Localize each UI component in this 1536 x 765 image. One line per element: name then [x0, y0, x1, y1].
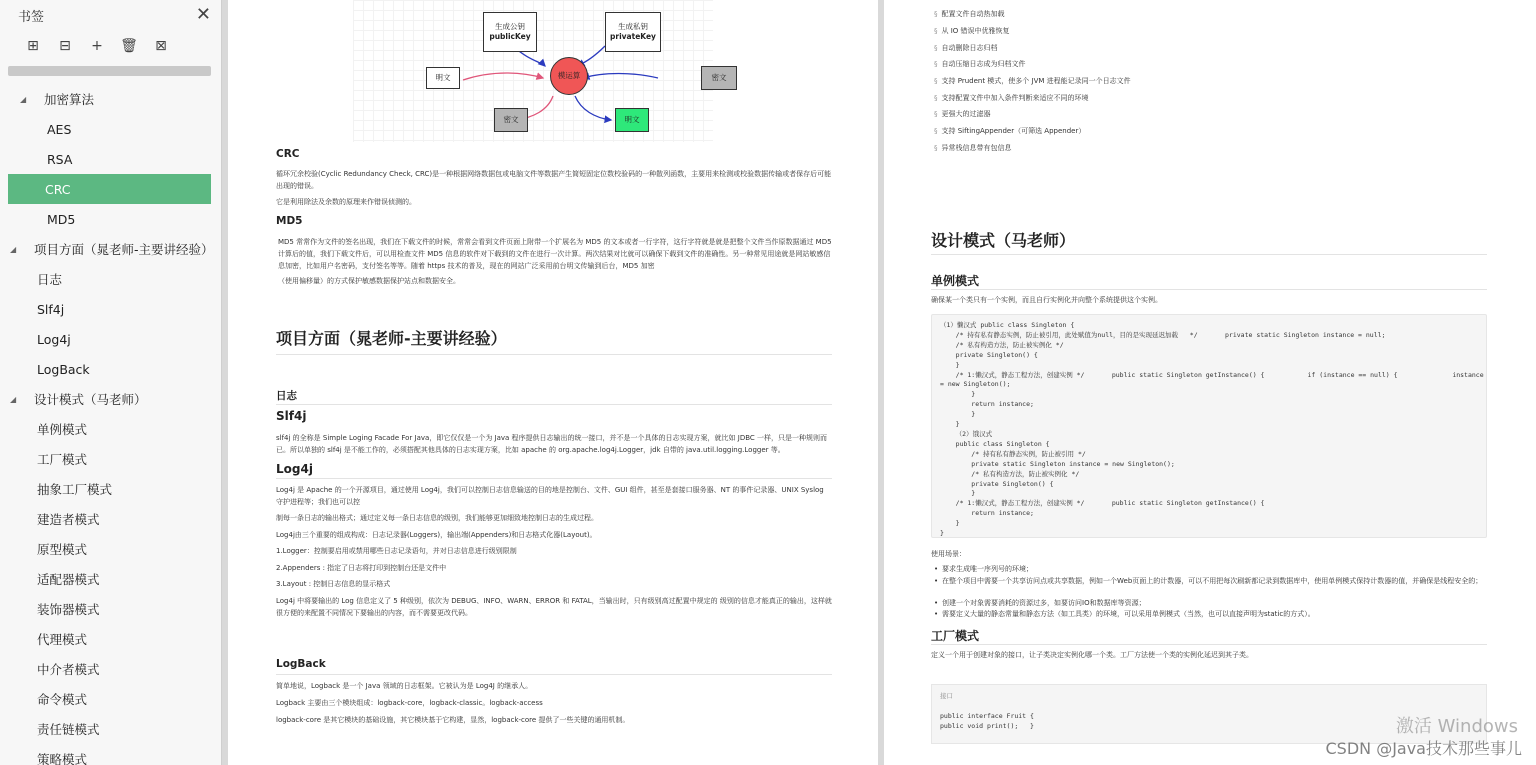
feature-item: [934, 143, 1012, 153]
singleton-code-block: [931, 314, 1487, 538]
code-line: public class Singleton {: [940, 439, 1050, 448]
bookmark-label: 项目方面（晁老师-主要讲经验）: [34, 242, 214, 257]
code-line: }: [940, 410, 976, 419]
bookmark-label: 加密算法: [44, 92, 95, 107]
checkbox-icon: §: [934, 127, 938, 135]
checkbox-icon: §: [934, 44, 938, 52]
code-line: }: [940, 489, 976, 498]
feature-item: [934, 126, 1085, 136]
bookmark-item[interactable]: [0, 144, 221, 174]
collapse-all-icon[interactable]: ⊟: [59, 38, 71, 54]
bookmark-label: 建造者模式: [37, 512, 100, 527]
code-line: private static Singleton instance = new Singleton();: [940, 459, 1175, 468]
checkbox-icon: §: [934, 110, 938, 118]
code-line: }: [940, 360, 960, 369]
heading-divider: [276, 674, 832, 675]
log4j-paragraph-3: Log4j由三个重要的组成构成：日志记录器(Loggers)，输出端(Appenders)和日志格式化器(Layout)。: [276, 531, 597, 539]
logback-heading: LogBack: [276, 658, 326, 670]
bookmark-item[interactable]: [0, 474, 221, 504]
expand-triangle-icon[interactable]: ◢: [20, 94, 27, 104]
plain-bottom-node: [615, 108, 649, 132]
code-line: return instance;: [940, 400, 1034, 409]
bookmark-label: MD5: [47, 211, 76, 227]
bookmark-item[interactable]: [0, 684, 221, 714]
add-bookmark-icon[interactable]: +: [91, 38, 103, 54]
privkey-node: [605, 12, 661, 52]
bookmark-label: 装饰器模式: [37, 602, 100, 617]
feature-text: 从 IO 错误中优雅恢复: [941, 27, 1010, 35]
bookmark-item[interactable]: [0, 354, 221, 384]
bookmark-label: 设计模式（马老师）: [34, 392, 147, 407]
code-line: }: [940, 529, 944, 538]
plain-left-label: 明文: [435, 73, 451, 83]
feature-text: 支持 SiftingAppender（可筛选 Appender）: [941, 127, 1086, 135]
feature-text: 自动压缩日志成为归档文件: [941, 60, 1026, 68]
code-line: （1）懒汉式 public class Singleton {: [940, 321, 1075, 329]
bookmark-label: LogBack: [37, 361, 90, 377]
bookmark-label: 中介者模式: [37, 662, 100, 677]
logback-paragraph-3: logback-core 是其它模块的基础设施，其它模块基于它构建，显然，logback-core 提供了一些关键的通用机制。: [276, 716, 630, 724]
expand-triangle-icon[interactable]: ◢: [10, 244, 17, 254]
privkey-label: 生成私钥: [617, 22, 648, 32]
code-line: private Singleton() {: [940, 479, 1054, 488]
pubkey-node: [483, 12, 537, 52]
bookmark-label: 代理模式: [37, 632, 88, 647]
factory-heading: 工厂模式: [931, 629, 980, 643]
logback-paragraph-2: Logback 主要由三个模块组成：logback-core，logback-classic。logback-access: [276, 699, 543, 707]
design-pattern-heading: 设计模式（马老师）: [931, 231, 1076, 250]
feature-text: 自动删除日志归档: [941, 44, 998, 52]
heading-divider: [276, 404, 832, 405]
feature-item: [934, 59, 1026, 69]
bookmark-item[interactable]: [0, 564, 221, 594]
bookmark-item[interactable]: [0, 534, 221, 564]
crc-heading: CRC: [276, 148, 300, 160]
cipher-right-node: [701, 66, 737, 90]
usage-item: • 在整个项目中需要一个共享访问点或共享数据，例如一个Web页面上的计数器，可以不用把每次刷新都记录到数据库中，使用单例模式保持计数器的值，并确保是线程安全的；: [942, 576, 1487, 587]
bookmark-item[interactable]: [0, 264, 221, 294]
bookmark-filter-bar[interactable]: [8, 66, 211, 76]
singleton-paragraph: 确保某一个类只有一个实例，而且自行实例化并向整个系统提供这个实例。: [931, 296, 1162, 304]
plain-bottom-label: 明文: [624, 115, 640, 125]
plain-out-arrow: [575, 96, 611, 120]
bookmark-label: 单例模式: [37, 422, 88, 437]
crc-paragraph-2: 它是利用除法及余数的原理来作错误侦测的。: [276, 198, 416, 206]
plain-left-node: [426, 67, 460, 89]
code-line: /* 持有私有静态实例，防止被引用，此处赋值为null，目的是实现延迟加载 */ private static Singleton instance = null;: [940, 330, 1386, 339]
singleton-heading: 单例模式: [931, 274, 980, 288]
heading-divider: [276, 478, 832, 479]
csdn-watermark: CSDN @Java技术那些事儿: [1325, 739, 1522, 758]
usage-item: • 要求生成唯一序列号的环境；: [942, 564, 1487, 575]
bookmark-label: Log4j: [37, 331, 71, 347]
bookmark-label: CRC: [45, 181, 71, 197]
bookmark-label: RSA: [47, 151, 73, 167]
document-page-left[interactable]: [228, 0, 878, 765]
md5-paragraph-2: （使用偏移量）的方式保护敏感数据保护站点和数据安全。: [278, 277, 460, 285]
code-line: /* 私有构造方法，防止被实例化 */: [940, 469, 1080, 478]
bookmark-item[interactable]: [0, 294, 221, 324]
logback-paragraph-1: 简单地说，Logback 是一个 Java 领域的日志框架。它被认为是 Log4J 的继承人。: [276, 682, 533, 690]
bookmark-item[interactable]: [0, 594, 221, 624]
feature-item: [934, 109, 991, 119]
windows-activation-watermark: 激活 Windows: [1395, 716, 1518, 737]
heading-divider: [276, 354, 832, 355]
bookmark-label: Slf4j: [37, 301, 65, 317]
code-line: /* 私有构造方法，防止被实例化 */: [940, 340, 1064, 349]
feature-item: [934, 93, 1089, 103]
log4j-paragraph-7: Log4j 中将要输出的 Log 信息定义了 5 种级别，依次为 DEBUG、INFO、WARN、ERROR 和 FATAL，当输出时，只有级别高过配置中规定的 级别的信息才能真正的输出，这样就很方便的来配置不同情况下要输出的内容，而不需要更改代码。: [276, 597, 832, 617]
expand-all-icon[interactable]: ⊞: [27, 38, 39, 54]
slf4j-heading: Slf4j: [276, 409, 307, 423]
feature-text: 支持 Prudent 模式，使多个 JVM 进程能记录同一个日志文件: [941, 77, 1131, 85]
heading-divider: [931, 644, 1487, 645]
checkbox-icon: §: [934, 27, 938, 35]
bookmark-item[interactable]: [0, 654, 221, 684]
heading-divider: [931, 254, 1487, 255]
code-line: [940, 701, 1478, 711]
delete-all-icon[interactable]: ⊠: [155, 38, 167, 54]
rsa-diagram: [353, 0, 727, 142]
usage-item: • 创建一个对象需要消耗的资源过多，如要访问IO和数据库等资源；: [942, 598, 1487, 609]
bookmark-item[interactable]: [0, 444, 221, 474]
code-line: /* 1:懒汉式，静态工程方法，创建实例 */ public static Singleton getInstance() { if (instance == null) { instance: [940, 370, 1484, 379]
code-line: 接口: [940, 692, 953, 700]
cipher-bottom-label: 密文: [503, 115, 519, 125]
code-line: public interface Fruit {: [940, 712, 1034, 720]
log4j-paragraph-6: 3.Layout : 控制日志信息的显示格式: [276, 580, 391, 588]
bookmark-item[interactable]: [0, 744, 221, 765]
bookmark-item-active[interactable]: [8, 174, 211, 204]
cipher-in-arrow: [583, 74, 658, 79]
bookmark-label: 抽象工厂模式: [37, 482, 113, 497]
bookmark-label: AES: [47, 121, 72, 137]
usage-label: 使用场景：: [931, 550, 966, 558]
bookmark-panel: [0, 0, 222, 765]
plain-in-arrow: [463, 73, 543, 80]
bookmark-item[interactable]: [0, 414, 221, 444]
crc-paragraph-1: 循环冗余校验(Cyclic Redundancy Check, CRC)是一种根据网络数据包或电脑文件等数据产生简短固定位数校验码的一种散列函数，主要用来检测或校验数据传输或者保存后可能出现的错误。: [276, 170, 832, 190]
md5-paragraph-1: MD5 常常作为文件的签名出现，我们在下载文件的时候，常常会看到文件页面上附带一个扩展名为 MD5 的文本或者一行字符，这行字符就是就是把整个文件当作原数据通过 MD5 计算后的值，我们下载文件后，可以用检查文件 MD5 信息的软件对下载到的文件在进行一次计算。两次结果对比就可以确保下载到文件的准确性。另一种常见用途就是网站敏感信息加密，比如用户名密码，支付签名等等。随着 https 技术的普及，现在的网站广泛采用前台明文传输到后台，MD5 加密: [278, 238, 832, 270]
log4j-paragraph-1: Log4j 是 Apache 的一个开源项目，通过使用 Log4j，我们可以控制日志信息输送的目的地是控制台、文件、GUI 组件，甚至是套接口服务器、NT 的事件记录器、UNIX Syslog 守护进程等；我们也可以控: [276, 486, 824, 506]
md5-heading: MD5: [276, 215, 303, 227]
project-heading: 项目方面（晁老师-主要讲经验）: [276, 329, 507, 348]
bookmark-label: 日志: [37, 272, 63, 287]
cipher-right-label: 密文: [711, 73, 727, 83]
bookmark-label: 责任链模式: [37, 722, 100, 737]
checkbox-icon: §: [934, 94, 938, 102]
bookmark-item[interactable]: [0, 84, 221, 114]
checkbox-icon: §: [934, 10, 938, 18]
privkey-en-label: privateKey: [610, 32, 656, 41]
feature-text: 更强大的过滤器: [941, 110, 991, 118]
bookmark-toolbar: [0, 30, 221, 62]
feature-item: [934, 43, 998, 53]
bookmark-label: 策略模式: [37, 752, 88, 765]
usage-item: • 需要定义大量的静态常量和静态方法（如工具类）的环境，可以采用单例模式（当然，也可以直接声明为static的方式）。: [942, 609, 1487, 620]
bookmark-item[interactable]: [0, 234, 221, 264]
bookmark-label: 原型模式: [37, 542, 88, 557]
code-line: /* 1:懒汉式，静态工程方法，创建实例 */ public static Singleton getInstance() {: [940, 499, 1265, 508]
code-line: }: [940, 390, 976, 399]
feature-text: 支持配置文件中加入条件判断来适应不同的环境: [941, 94, 1089, 102]
log4j-paragraph-5: 2.Appenders : 指定了日志将打印到控制台还是文件中: [276, 564, 447, 572]
bookmark-item[interactable]: [0, 384, 221, 414]
feature-text: 配置文件自动热加载: [941, 10, 1005, 18]
center-label: 模运算: [557, 71, 581, 81]
feature-text: 异常栈信息带有包信息: [941, 144, 1012, 152]
expand-triangle-icon[interactable]: ◢: [10, 394, 17, 404]
heading-divider: [931, 289, 1487, 290]
checkbox-icon: §: [934, 77, 938, 85]
factory-paragraph: 定义一个用于创建对象的接口，让子类决定实例化哪一个类。工厂方法使一个类的实例化延迟到其子类。: [931, 651, 1253, 659]
bookmark-item[interactable]: [0, 504, 221, 534]
code-line: return instance;: [940, 509, 1034, 518]
bookmark-header: [0, 0, 221, 30]
code-line: }: [940, 519, 960, 528]
code-line: （2）饿汉式: [940, 429, 993, 438]
cipher-bottom-node: [494, 108, 528, 132]
center-node: [550, 57, 588, 95]
close-icon[interactable]: ✕: [195, 4, 211, 25]
pubkey-en-label: publicKey: [489, 32, 531, 41]
code-line: /* 持有私有静态实例，防止被引用 */: [940, 449, 1086, 458]
bookmark-title: 书签: [18, 9, 45, 25]
code-line: private Singleton() {: [940, 350, 1038, 359]
log-heading: 日志: [276, 390, 297, 402]
feature-item: [934, 76, 1131, 86]
bookmark-item[interactable]: [0, 324, 221, 354]
log4j-heading: Log4j: [276, 462, 313, 476]
bookmark-item[interactable]: [0, 624, 221, 654]
bookmark-label: 命令模式: [37, 692, 88, 707]
code-line: = new Singleton();: [940, 380, 1011, 389]
pubkey-label: 生成公钥: [494, 22, 525, 32]
document-page-right[interactable]: [884, 0, 1536, 765]
log4j-paragraph-4: 1.Logger：控制要启用或禁用哪些日志记录语句，并对日志信息进行级别限制: [276, 547, 517, 555]
checkbox-icon: §: [934, 144, 938, 152]
bookmark-label: 工厂模式: [37, 452, 88, 467]
code-line: public void print(); }: [940, 722, 1034, 730]
bookmark-item[interactable]: [0, 204, 221, 234]
bookmark-item[interactable]: [0, 714, 221, 744]
delete-icon[interactable]: 🗑: [120, 38, 138, 54]
code-line: }: [940, 420, 960, 429]
bookmark-label: 适配器模式: [37, 572, 100, 587]
checkbox-icon: §: [934, 60, 938, 68]
feature-item: [934, 26, 1010, 36]
slf4j-paragraph: slf4j 的全称是 Simple Loging Facade For Java，即它仅仅是一个为 Java 程序提供日志输出的统一接口，并不是一个具体的日志实现方案，就比如 JDBC 一样，只是一种规则而已。所以单独的 slf4j 是不能工作的，必须搭配其他具体的日志实现方案，比如 apache 的 org.apache.log4j.Logger，jdk 自带的 java.util.logging.Logger 等。: [276, 434, 828, 454]
bookmark-item[interactable]: [0, 114, 221, 144]
feature-item: [934, 9, 1005, 19]
log4j-paragraph-2: 制每一条日志的输出格式；通过定义每一条日志信息的级别，我们能够更加细致地控制日志的生成过程。: [276, 514, 598, 522]
